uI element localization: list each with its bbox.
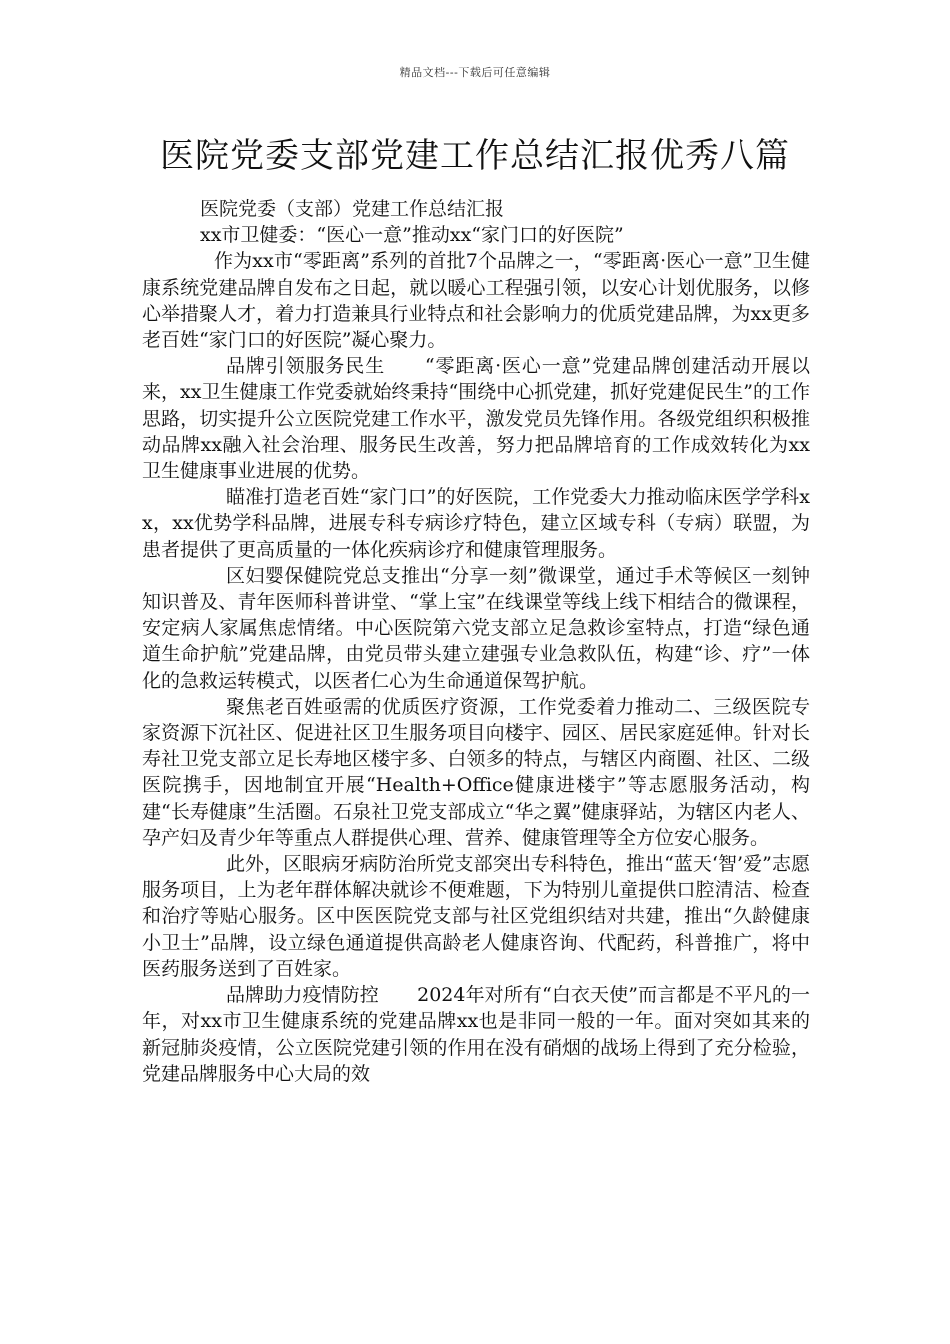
header-note: 精品文档---下载后可任意编辑	[399, 66, 551, 79]
subheading-secondary: xx市卫健委：“医心一意”推动xx“家门口的好医院”	[200, 224, 624, 247]
paragraph-5: 聚焦老百姓亟需的优质医疗资源，工作党委着力推动二、三级医院专家资源下沉社区、促进社区卫生服务项目向楼宇、园区、居民家庭延伸。针对长寿社卫党支部立足长寿地区楼宇多、白领多的特点，与辖区内商圈、社区、二级医院携手，因地制宜开展“Health+Office健康进楼宇”等志愿服务活动，构建“长寿健康”生活圈。石泉社卫党支部成立“华之翼”健康驿站，为辖区内老人、孕产妇及青少年等重点人群提供心理、营养、健康管理等全方位安心服务。	[142, 695, 810, 849]
subheading-primary: 医院党委（支部）党建工作总结汇报	[200, 198, 505, 220]
paragraph-4: 区妇婴保健院党总支推出“分享一刻”微课堂，通过手术等候区一刻钟知识普及、青年医师科普讲堂、“掌上宝”在线课堂等线上线下相结合的微课程，安定病人家属焦虑情绪。中心医院第六党支部立足急救诊室特点，打造“绿色通道生命护航”党建品牌，由党员带头建立建强专业急救队伍，构建“诊、疗”一体化的急救运转模式，以医者仁心为生命通道保驾护航。	[142, 564, 810, 692]
paragraph-3: 瞄准打造老百姓“家门口”的好医院，工作党委大力推动临床医学学科xx，xx优势学科品牌，进展专科专病诊疗特色，建立区域专科（专病）联盟，为患者提供了更高质量的一体化疾病诊疗和健康管理服务。	[142, 486, 810, 561]
paragraph-6: 此外，区眼病牙病防治所党支部突出专科特色，推出“蓝天‘智’爱”志愿服务项目，上为老年群体解决就诊不便难题，下为特别儿童提供口腔清洁、检查和治疗等贴心服务。区中医医院党支部与社区党组织结对共建，推出“久龄健康小卫士”品牌，设立绿色通道提供高龄老人健康咨询、代配药，科普推广，将中医药服务送到了百姓家。	[142, 853, 810, 980]
paragraph-1: 作为xx市“零距离”系列的首批7个品牌之一，“零距离·医心一意”卫生健康系统党建品牌自发布之日起，就以暖心工程强引领，以安心计划优服务，以修心举措聚人才，着力打造兼具行业特点和社会影响力的优质党建品牌，为xx更多老百姓“家门口的好医院”凝心聚力。	[142, 250, 810, 352]
paragraph-2: 品牌引领服务民生 “零距离·医心一意”党建品牌创建活动开展以来，xx卫生健康工作党委就始终秉持“围绕中心抓党建，抓好党建促民生”的工作思路，切实提升公立医院党建工作水平，激发党员先锋作用。各级党组织积极推动品牌xx融入社会治理、服务民生改善，努力把品牌培育的工作成效转化为xx卫生健康事业进展的优势。	[142, 355, 810, 483]
paragraph-7: 品牌助力疫情防控 2024年对所有“白衣天使”而言都是不平凡的一年，对xx市卫生健康系统的党建品牌xx也是非同一般的一年。面对突如其来的新冠肺炎疫情，公立医院党建引领的作用在没有硝烟的战场上得到了充分检验，党建品牌服务中心大局的效	[142, 984, 810, 1085]
document-body	[142, 196, 810, 1087]
document-title: 医院党委支部党建工作总结汇报优秀八篇	[160, 136, 790, 176]
